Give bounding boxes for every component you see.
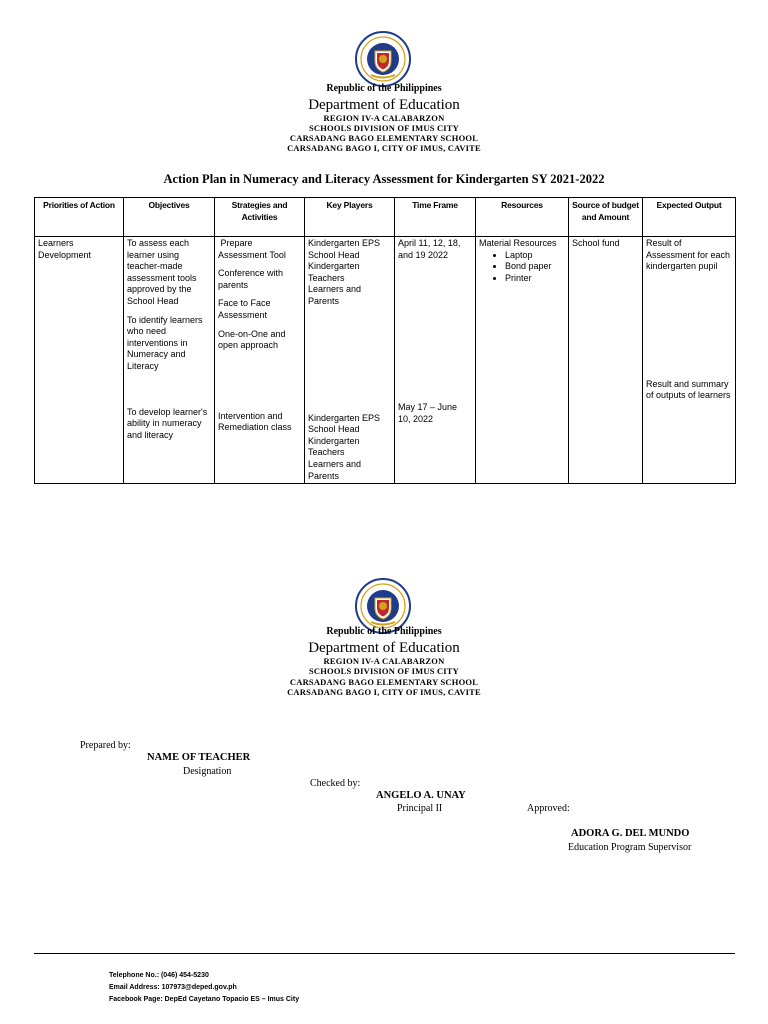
col-header-objectives: Objectives (124, 198, 215, 237)
player-text: Learners and Parents (308, 284, 362, 306)
footer-divider (34, 953, 735, 954)
approved-by-name: ADORA G. DEL MUNDO (571, 828, 690, 839)
player-text: Learners and Parents (308, 458, 362, 481)
address-label: CARSADANG BAGO I, CITY OF IMUS, CAVITE (287, 143, 481, 153)
address-label: CARSADANG BAGO I, CITY OF IMUS, CAVITE (287, 687, 481, 697)
prepared-by-designation: Designation (183, 766, 232, 777)
checked-by-label: Checked by: (310, 778, 361, 789)
footer-email: Email Address: 107973@deped.gov.ph (109, 984, 237, 991)
objective-text: To develop learner's ability in numeracy and literacy (127, 406, 208, 440)
region-label: REGION IV-A CALABARZON (323, 113, 445, 123)
resources-list (479, 250, 565, 285)
player-text: School Head (308, 249, 360, 260)
region-label: REGION IV-A CALABARZON (323, 656, 445, 666)
key-players-cell (305, 237, 395, 484)
approved-by-position: Education Program Supervisor (568, 842, 692, 853)
time-frame-text: April 11, 12, 18, and 19 2022 (398, 238, 461, 260)
action-plan-table (34, 197, 736, 484)
player-text: School Head (308, 424, 360, 435)
player-text: Kindergarten EPS (308, 412, 381, 423)
republic-label: Republic of the Philippines (326, 83, 442, 94)
source-text: School fund (572, 238, 620, 248)
list-item: • Laptop (505, 250, 565, 262)
department-title: Department of Education (308, 97, 460, 113)
time-frame-text: May 17 – June 10, 2022 (398, 402, 458, 424)
priority-cell (35, 237, 124, 484)
deped-seal-logo (355, 31, 411, 87)
resources-cell (476, 237, 569, 484)
checked-by-position: Principal II (397, 803, 443, 814)
strategy-text: Prepare Assessment Tool (218, 238, 286, 260)
division-label: SCHOOLS DIVISION OF IMUS CITY (308, 123, 459, 133)
division-label: SCHOOLS DIVISION OF IMUS CITY (308, 666, 459, 676)
approved-by-label: Approved: (527, 803, 570, 814)
col-header-resources: Resources (476, 198, 569, 237)
time-frame-cell (395, 237, 476, 484)
expected-output-cell (643, 237, 736, 484)
col-header-key-players: Key Players (305, 198, 395, 237)
department-title: Department of Education (308, 640, 460, 656)
col-header-expected-output: Expected Output (643, 198, 736, 237)
prepared-by-label: Prepared by: (80, 740, 131, 751)
strategy-text: Conference with parents (218, 268, 284, 290)
output-text: Result and summary of outputs of learners (646, 378, 731, 401)
republic-label: Republic of the Philippines (326, 626, 442, 637)
list-item: • Bond paper (505, 261, 565, 273)
list-item: • Printer (505, 273, 565, 285)
footer-facebook: Facebook Page: DepEd Cayetano Topacio ES – Imus City (109, 996, 300, 1003)
source-cell (569, 237, 643, 484)
strategy-text: Intervention and Remediation class (218, 410, 292, 433)
action-plan-title: Action Plan in Numeracy and Literacy Assessment for Kindergarten SY 2021-2022 (163, 172, 605, 186)
prepared-by-name: NAME OF TEACHER (147, 752, 251, 763)
player-text: Kindergarten Teachers (308, 261, 360, 283)
player-text: Kindergarten EPS (308, 238, 381, 248)
output-text: Result of Assessment for each kindergarten pupil (646, 238, 731, 272)
col-header-source: Source of budget and Amount (569, 198, 643, 237)
resources-label: Material Resources (479, 238, 557, 248)
school-label: CARSADANG BAGO ELEMENTARY SCHOOL (289, 133, 479, 143)
player-text: Kindergarten Teachers (308, 435, 360, 458)
col-header-time-frame: Time Frame (395, 198, 476, 237)
table-header-row (35, 198, 736, 237)
strategies-cell (215, 237, 305, 484)
school-label: CARSADANG BAGO ELEMENTARY SCHOOL (289, 677, 479, 687)
strategy-text: One-on-One and open approach (218, 328, 286, 351)
checked-by-name: ANGELO A. UNAY (376, 790, 466, 801)
col-header-priorities: Priorities of Action (35, 198, 124, 237)
objectives-cell (124, 237, 215, 484)
objective-text: To assess each learner using teacher-made assessment tools approved by the School Head (127, 238, 197, 306)
table-row (35, 237, 736, 484)
strategy-text: Face to Face Assessment (218, 298, 271, 320)
footer-telephone: Telephone No.: (046) 454-5230 (109, 972, 209, 979)
priority-text: Learners Development (38, 238, 92, 260)
col-header-strategies: Strategies and Activities (215, 198, 305, 237)
objective-text: To identify learners who need interventions in Numeracy and Literacy (127, 314, 203, 371)
